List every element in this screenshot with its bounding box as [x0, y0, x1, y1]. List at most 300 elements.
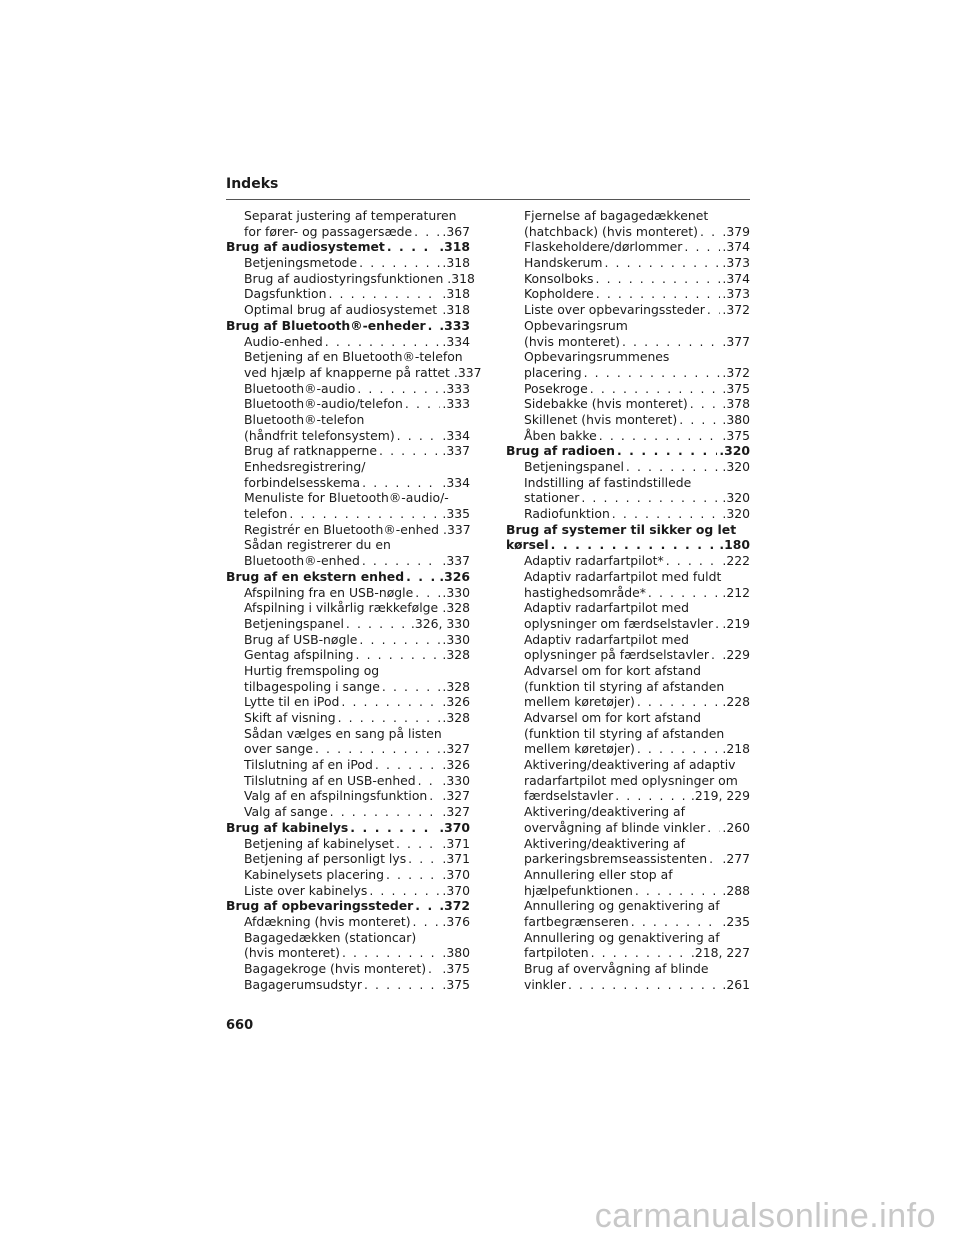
- index-heading: [226, 318, 470, 334]
- page-reference: .370: [442, 882, 470, 898]
- entry-text: Annullering og genaktivering af: [524, 929, 720, 945]
- entry-text: Betjeningspanel: [524, 459, 624, 474]
- index-entry: [226, 506, 470, 522]
- entry-text: Betjening af kabinelyset: [244, 835, 394, 851]
- entry-text: (hatchback) (hvis monteret): [524, 223, 699, 239]
- page-reference: .370: [439, 819, 470, 835]
- entry-text: mellem køretøjer): [524, 741, 635, 757]
- entry-text: Posekroge: [524, 380, 588, 396]
- index-entry: [226, 286, 470, 302]
- index-entry: [226, 585, 470, 601]
- index-entry: [226, 914, 470, 930]
- entry-text: oplysninger om færdselstavler: [524, 615, 714, 631]
- index-entry: [506, 961, 750, 977]
- page-reference: .374: [722, 239, 750, 255]
- index-entry: [226, 757, 470, 773]
- index-entry: [506, 851, 750, 867]
- index-column-left: [226, 208, 482, 992]
- page-title: Indeks: [226, 176, 279, 192]
- page-reference: .330: [442, 631, 470, 647]
- page-reference: .333: [442, 380, 470, 396]
- index-entry: [226, 647, 470, 663]
- leader-dots: [711, 647, 720, 663]
- entry-text: Bluetooth®-audio/telefon: [244, 396, 403, 412]
- page-reference: .372: [722, 302, 750, 318]
- watermark: carmanualsonline.info: [594, 1197, 936, 1235]
- entry-text: fartpiloten: [524, 945, 589, 961]
- page-reference: .320: [719, 443, 750, 459]
- entry-text: Sådan registrerer du en: [244, 537, 391, 553]
- leader-dots: [325, 334, 441, 350]
- index-entry: [226, 600, 470, 616]
- leader-dots: [581, 490, 720, 506]
- entry-text: Handskerum: [524, 255, 603, 271]
- entry-text: fartbegrænseren: [524, 913, 629, 929]
- page-reference: .333: [442, 396, 470, 412]
- entry-text: Bluetooth®-enhed: [244, 553, 360, 569]
- header-divider: [226, 199, 750, 200]
- leader-dots: [596, 286, 721, 302]
- page-reference: .335: [442, 506, 470, 522]
- entry-text: Adaptiv radarfartpilot med: [524, 631, 689, 647]
- page-reference: .371: [442, 835, 470, 851]
- page-reference: .260: [722, 819, 750, 835]
- index-entry: [226, 459, 470, 475]
- entry-text: ved hjælp af knapperne på rattet: [244, 364, 450, 380]
- page-reference: .320: [722, 490, 750, 506]
- entry-text: Sidebakke (hvis monteret): [524, 396, 688, 412]
- entry-text: Sådan vælges en sang på listen: [244, 725, 442, 741]
- index-entry: [506, 302, 750, 318]
- leader-dots: [709, 851, 720, 867]
- entry-text: Tilslutning af en iPod: [244, 757, 373, 773]
- index-entry: [506, 286, 750, 302]
- index-entry: [506, 741, 750, 757]
- leader-dots: [406, 569, 437, 585]
- entry-text: for fører- og passagersæde: [244, 223, 413, 239]
- index-entry: [506, 930, 750, 946]
- leader-dots: [568, 977, 720, 993]
- index-entry: [506, 773, 750, 789]
- index-entry: [226, 632, 470, 648]
- index-entry: [226, 412, 470, 428]
- index-entry: [226, 443, 470, 459]
- page-reference: .328: [442, 710, 470, 725]
- entry-text: Kopholdere: [524, 286, 594, 302]
- entry-text: Brug af audiostyringsfunktionen: [244, 270, 444, 286]
- index-entry: [506, 428, 750, 444]
- leader-dots: [359, 255, 440, 271]
- entry-text: Bagagedækken (stationcar): [244, 929, 417, 945]
- entry-text: Gentag afspilning: [244, 647, 354, 663]
- leader-dots: [405, 396, 441, 412]
- entry-text: tilbagespoling i sange: [244, 678, 380, 694]
- index-entry: [226, 977, 470, 993]
- page-reference: .380: [442, 945, 470, 961]
- index-entry: [506, 977, 750, 993]
- page-reference: .277: [722, 851, 750, 867]
- index-entry: [506, 365, 750, 381]
- index-entry: [506, 396, 750, 412]
- leader-dots: [700, 224, 720, 240]
- leader-dots: [350, 820, 437, 836]
- index-entry: [506, 914, 750, 930]
- page-reference: .373: [722, 286, 750, 302]
- leader-dots: [289, 506, 440, 522]
- page-reference: .328: [442, 678, 470, 694]
- index-entry: [226, 694, 470, 710]
- index-entry: [226, 930, 470, 946]
- page-reference: .318: [442, 255, 470, 271]
- page-reference: .372: [439, 898, 470, 914]
- entry-text: Adaptiv radarfartpilot*: [524, 553, 664, 569]
- entry-text: hjælpefunktionen: [524, 882, 633, 898]
- entry-text: telefon: [244, 506, 288, 522]
- index-heading: [506, 443, 750, 459]
- index-entry: [506, 694, 750, 710]
- leader-dots: [362, 475, 440, 491]
- entry-text: hastighedsområde*: [524, 584, 646, 600]
- page-reference: .377: [722, 333, 750, 349]
- index-entry: [226, 945, 470, 961]
- index-heading: [226, 820, 470, 836]
- page-reference: .288: [722, 882, 750, 898]
- entry-text: (hvis monteret): [244, 945, 340, 961]
- leader-dots: [362, 553, 441, 569]
- entry-text: Valg af en afspilningsfunktion: [244, 788, 428, 804]
- leader-dots: [413, 914, 441, 930]
- leader-dots: [622, 334, 720, 350]
- index-entry: [226, 741, 470, 757]
- leader-dots: [330, 804, 441, 820]
- leader-dots: [415, 585, 440, 601]
- leader-dots: [707, 302, 721, 318]
- leader-dots: [429, 788, 440, 804]
- page-reference: .376: [442, 913, 470, 929]
- page-reference: .318: [439, 239, 470, 255]
- leader-dots: [715, 616, 720, 632]
- leader-dots: [707, 820, 720, 836]
- entry-text: Bluetooth®-telefon: [244, 411, 365, 427]
- entry-text: Åben bakke: [524, 427, 597, 443]
- page-reference: .334: [442, 427, 470, 443]
- page-reference: .379: [722, 223, 750, 239]
- index-heading: [226, 569, 470, 585]
- page-reference: .318: [442, 302, 470, 318]
- index-entry: [506, 898, 750, 914]
- index-entry: [506, 349, 750, 365]
- page-reference: .326: [442, 694, 470, 710]
- leader-dots: [364, 977, 440, 993]
- index-entry: [506, 318, 750, 334]
- leader-dots: [382, 679, 441, 695]
- index-entry: [226, 364, 482, 381]
- index-entry: [506, 679, 750, 695]
- index-entry: [506, 647, 750, 663]
- index-entry: [226, 224, 470, 240]
- entry-text: Enhedsregistrering/: [244, 459, 366, 474]
- index-entry: [506, 632, 750, 648]
- leader-dots: [341, 694, 440, 710]
- leader-dots: [439, 302, 440, 318]
- entry-text: Bluetooth®-audio: [244, 380, 356, 396]
- page-reference: .374: [722, 270, 750, 286]
- entry-text: Afspilning fra en USB-nøgle: [244, 584, 414, 600]
- index-entry: [226, 773, 470, 789]
- page-reference: .367: [442, 223, 470, 239]
- leader-dots: [637, 694, 721, 710]
- entry-text: Dagsfunktion: [244, 286, 327, 302]
- index-heading: [506, 537, 750, 553]
- index-entry: [506, 820, 750, 836]
- index-entry: [506, 945, 750, 961]
- entry-text: Indstilling af fastindstillede: [524, 474, 692, 490]
- entry-text: Hurtig fremspoling og: [244, 662, 380, 678]
- page-reference: .318: [447, 270, 475, 286]
- entry-text: færdselstavler: [524, 788, 614, 804]
- index-entry: [506, 490, 750, 506]
- entry-text: Afspilning i vilkårlig rækkefølge: [244, 600, 439, 616]
- page-reference: .219: [722, 615, 750, 631]
- index-entry: [226, 616, 470, 632]
- leader-dots: [315, 741, 440, 757]
- leader-dots: [375, 757, 441, 773]
- page-reference: .371: [442, 851, 470, 867]
- page-reference: .318: [442, 286, 470, 302]
- entry-text: Audio-enhed: [244, 333, 323, 349]
- index-entry: [506, 726, 750, 742]
- entry-text: Betjening af en Bluetooth®-telefon: [244, 349, 463, 365]
- page-reference: .261: [722, 976, 750, 992]
- index-entry: [506, 459, 750, 475]
- index-entry: [226, 475, 470, 491]
- page-reference: .372: [722, 364, 750, 380]
- entry-text: Advarsel om for kort afstand: [524, 710, 701, 725]
- index-entry: [226, 663, 470, 679]
- entry-text: oplysninger på færdselstavler: [524, 647, 709, 663]
- index-entry: [506, 255, 750, 271]
- page-reference: .228: [722, 694, 750, 710]
- page-reference: .330: [442, 584, 470, 600]
- page-reference: .327: [442, 804, 470, 820]
- page-reference: .219, 229: [690, 788, 750, 804]
- index-entry: [506, 475, 750, 491]
- page-reference: .328: [442, 647, 470, 663]
- index-entry: [226, 490, 470, 506]
- page-reference: .373: [722, 255, 750, 271]
- leader-dots: [408, 851, 440, 867]
- entry-text: Flaskeholdere/dørlommer: [524, 239, 683, 255]
- index-entry: [506, 553, 750, 569]
- leader-dots: [338, 710, 441, 726]
- leader-dots: [414, 224, 440, 240]
- entry-text: Annullering eller stop af: [524, 866, 673, 882]
- page-reference: .375: [722, 380, 750, 396]
- index-entry: [226, 710, 470, 726]
- page-reference: .320: [722, 506, 750, 522]
- entry-text: parkeringsbremseassistenten: [524, 851, 708, 867]
- index-entry: [506, 757, 750, 773]
- entry-text: Skillenet (hvis monteret): [524, 411, 678, 427]
- leader-dots: [612, 506, 721, 522]
- leader-dots: [369, 883, 440, 899]
- index-entry: [506, 883, 750, 899]
- entry-text: Betjening af personligt lys: [244, 851, 407, 867]
- leader-dots: [684, 239, 720, 255]
- leader-dots: [635, 883, 721, 899]
- entry-text: Opbevaringsrum: [524, 317, 628, 333]
- leader-dots: [359, 632, 440, 648]
- index-entry: [226, 428, 470, 444]
- leader-dots: [584, 365, 721, 381]
- page-reference: .222: [722, 553, 750, 569]
- index-entry: [226, 396, 470, 412]
- entry-text: Tilslutning af en USB-enhed: [244, 772, 416, 788]
- entry-text: Liste over opbevaringssteder: [524, 302, 705, 318]
- page-reference: .337: [442, 553, 470, 569]
- entry-text: Betjeningsmetode: [244, 255, 358, 271]
- index-entry: [506, 804, 750, 820]
- leader-dots: [387, 239, 438, 255]
- leader-dots: [342, 945, 440, 961]
- entry-text: Skift af visning: [244, 710, 336, 725]
- page-reference: .180: [719, 537, 750, 553]
- page-reference: .378: [722, 396, 750, 412]
- leader-dots: [396, 836, 440, 852]
- leader-dots: [591, 945, 689, 961]
- index-column-right: [506, 208, 750, 992]
- entry-text: Opbevaringsrummenes: [524, 349, 670, 365]
- entry-text: radarfartpilot med oplysninger om: [524, 772, 738, 788]
- index-entry: [506, 836, 750, 852]
- leader-dots: [386, 867, 440, 883]
- page-reference: .218, 227: [690, 945, 750, 961]
- page-reference: .375: [442, 961, 470, 976]
- page-reference: .334: [442, 333, 470, 349]
- entry-text: Konsolboks: [524, 270, 594, 286]
- entry-text: Brug af overvågning af blinde: [524, 961, 709, 976]
- index-entry: [226, 836, 470, 852]
- index-entry: [506, 585, 750, 601]
- index-entry: [226, 804, 470, 820]
- entry-text: Kabinelysets placering: [244, 866, 384, 882]
- page-reference: .380: [722, 411, 750, 427]
- index-entry: [226, 883, 470, 899]
- entry-text: Bagagekroge (hvis monteret): [244, 961, 427, 976]
- entry-text: Afdækning (hvis monteret): [244, 913, 411, 929]
- entry-text: Aktivering/deaktivering af adaptiv: [524, 757, 736, 773]
- index-entry: [506, 208, 750, 224]
- leader-dots: [615, 788, 689, 804]
- page-reference: .327: [442, 741, 470, 757]
- index-entry: [506, 334, 750, 350]
- entry-text: placering: [524, 364, 582, 380]
- index-entry: [226, 679, 470, 695]
- leader-dots: [551, 537, 718, 553]
- page-reference: .330: [442, 772, 470, 788]
- index-entry: [506, 239, 750, 255]
- index-entry: [226, 270, 475, 287]
- leader-dots: [357, 381, 440, 397]
- page-reference: .212: [722, 584, 750, 600]
- leader-dots: [599, 428, 721, 444]
- page-reference: .375: [722, 427, 750, 443]
- index-entry: [506, 381, 750, 397]
- entry-text: Brug af radioen: [506, 443, 615, 459]
- entry-text: overvågning af blinde vinkler: [524, 819, 706, 835]
- entry-text: Brug af audiosystemet: [226, 239, 385, 255]
- index-heading: [226, 239, 470, 255]
- entry-text: Registrér en Bluetooth®-enhed: [244, 521, 440, 537]
- entry-text: Aktivering/deaktivering af: [524, 804, 685, 820]
- entry-text: stationer: [524, 490, 580, 506]
- entry-text: Adaptiv radarfartpilot med: [524, 600, 689, 616]
- page-reference: .333: [439, 317, 470, 333]
- leader-dots: [415, 898, 437, 914]
- index-heading: [226, 898, 470, 914]
- index-entry: [226, 208, 470, 224]
- leader-dots: [397, 428, 441, 444]
- index-heading: [506, 522, 750, 538]
- page-reference: .328: [442, 600, 470, 616]
- page-reference: .218: [722, 741, 750, 757]
- leader-dots: [637, 741, 721, 757]
- entry-text: forbindelsesskema: [244, 474, 361, 490]
- index-entry: [226, 788, 470, 804]
- entry-text: (håndfrit telefonsystem): [244, 427, 395, 443]
- index-entry: [226, 349, 470, 365]
- entry-text: Brug af kabinelys: [226, 819, 349, 835]
- page-reference: .326: [442, 757, 470, 773]
- entry-text: (funktion til styring af afstanden: [524, 678, 725, 694]
- leader-dots: [604, 255, 720, 271]
- entry-text: Fjernelse af bagagedækkenet: [524, 208, 709, 223]
- index-entry: [226, 961, 470, 977]
- entry-text: Valg af sange: [244, 804, 328, 820]
- index-entry: [506, 412, 750, 428]
- leader-dots: [631, 914, 721, 930]
- leader-dots: [679, 412, 720, 428]
- entry-text: Brug af en ekstern enhed: [226, 568, 405, 584]
- entry-text: vinkler: [524, 976, 566, 992]
- leader-dots: [418, 773, 441, 789]
- page-reference: .337: [453, 364, 482, 380]
- page-reference: .327: [442, 788, 470, 804]
- index-entry: [506, 224, 750, 240]
- index-entry: [506, 710, 750, 726]
- page-reference: .370: [442, 866, 470, 882]
- entry-text: over sange: [244, 741, 313, 757]
- leader-dots: [356, 647, 441, 663]
- entry-text: Advarsel om for kort afstand: [524, 662, 701, 678]
- index-entry: [226, 851, 470, 867]
- entry-text: Menuliste for Bluetooth®-audio/-: [244, 490, 449, 506]
- page-reference: .375: [442, 976, 470, 992]
- page-reference: .229: [722, 647, 750, 663]
- entry-text: (hvis monteret): [524, 333, 620, 349]
- index-entry: [506, 600, 750, 616]
- page-number: 660: [226, 1018, 254, 1033]
- leader-dots: [328, 286, 440, 302]
- index-entry: [226, 537, 470, 553]
- index-entry: [226, 302, 470, 318]
- page-reference: .326: [439, 568, 470, 584]
- page-reference: .235: [722, 913, 750, 929]
- index-entry: [226, 334, 470, 350]
- entry-text: Lytte til en iPod: [244, 694, 340, 710]
- entry-text: Brug af USB-nøgle: [244, 631, 358, 647]
- leader-dots: [428, 961, 440, 977]
